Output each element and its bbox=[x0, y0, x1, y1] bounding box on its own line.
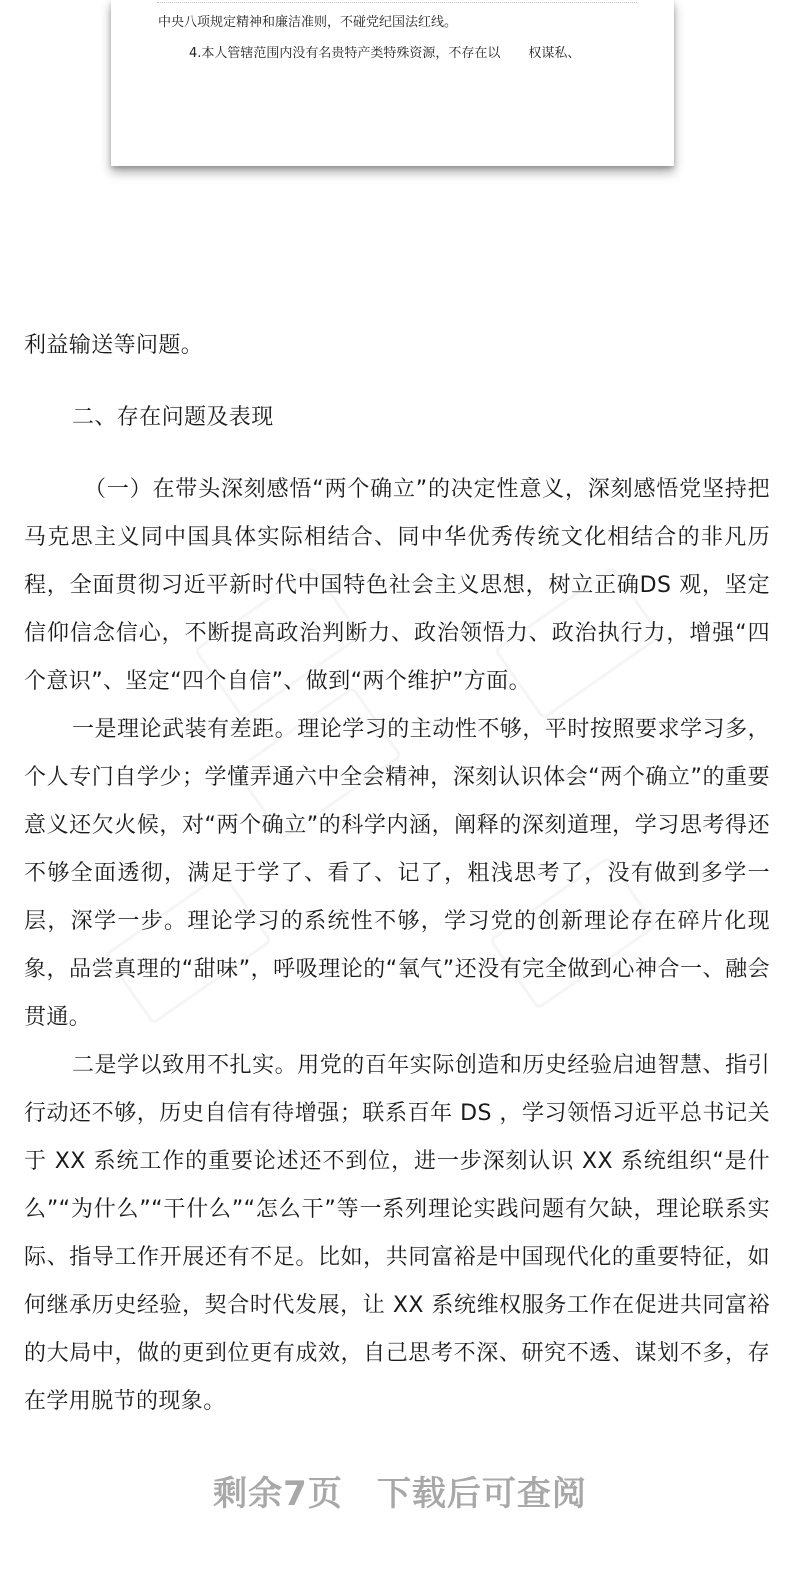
point-1-paragraph: 一是理论武装有差距。理论学习的主动性不够，平时按照要求学习多，个人专门自学少；学懂弄通六中全会精神，深刻认识体会“两个确立”的重要意义还欠火候，对“两个确立”的科学内涵，阐释的深刻道理，学习思考得还不够全面透彻，满足于学了、看了、记了，粗浅思考了，没有做到多学一层，深学一步。理论学习的系统性不够，学习党的创新理论存在碎片化现象，品尝真理的“甜味”，呼吸理论的“氧气”还没有完全做到心神合一、融会贯通。 bbox=[24, 717, 770, 1030]
preview-line-2 bbox=[189, 46, 580, 62]
section-heading: 二、存在问题及表现 bbox=[72, 405, 274, 430]
page-preview-card bbox=[111, 0, 674, 166]
document-body bbox=[24, 322, 770, 1426]
preview-line-2-part-b: 权谋私、 bbox=[528, 46, 581, 61]
preview-line-2-part-a: 4.本人管辖范围内没有名贵特产类特殊资源，不存在以 bbox=[189, 46, 501, 61]
remaining-pages-text: 剩余7页 bbox=[213, 1474, 343, 1514]
continuation-text: 利益输送等问题。 bbox=[24, 333, 204, 358]
preview-clipped-edge bbox=[157, 0, 637, 3]
subsection-paragraph: （一）在带头深刻感悟“两个确立”的决定性意义，深刻感悟党坚持把马克思主义同中国具体实际相结合、同中华优秀传统文化相结合的非凡历程，全面贯彻习近平新时代中国特色社会主义思想，树立正确DS 观，坚定信仰信念信心，不断提高政治判断力、政治领悟力、政治执行力，增强“四个意识”、坚定“四个自信”、做到“两个维护”方面。 bbox=[24, 477, 770, 694]
download-prompt[interactable] bbox=[0, 1466, 800, 1515]
point-2-paragraph: 二是学以致用不扎实。用党的百年实际创造和历史经验启迪智慧、指引行动还不够，历史自信有待增强；联系百年 DS ，学习领悟习近平总书记关于 XX 系统工作的重要论述还不到位，进一步深刻认识 XX 系统组织“是什么”“为什么”“干什么”“怎么干”等一系列理论实践问题有欠缺，理论联系实际、指导工作开展还有不足。比如，共同富裕是中国现代化的重要特征，如何继承历史经验，契合时代发展，让 XX 系统维权服务工作在促进共同富裕的大局中，做的更到位更有成效，自己思考不深、研究不透、谋划不多，存在学用脱节的现象。 bbox=[24, 1053, 770, 1414]
download-action-text: 下载后可查阅 bbox=[376, 1474, 587, 1514]
preview-line-1: 中央八项规定精神和廉洁准则，不碰党纪国法红线。 bbox=[158, 15, 458, 30]
